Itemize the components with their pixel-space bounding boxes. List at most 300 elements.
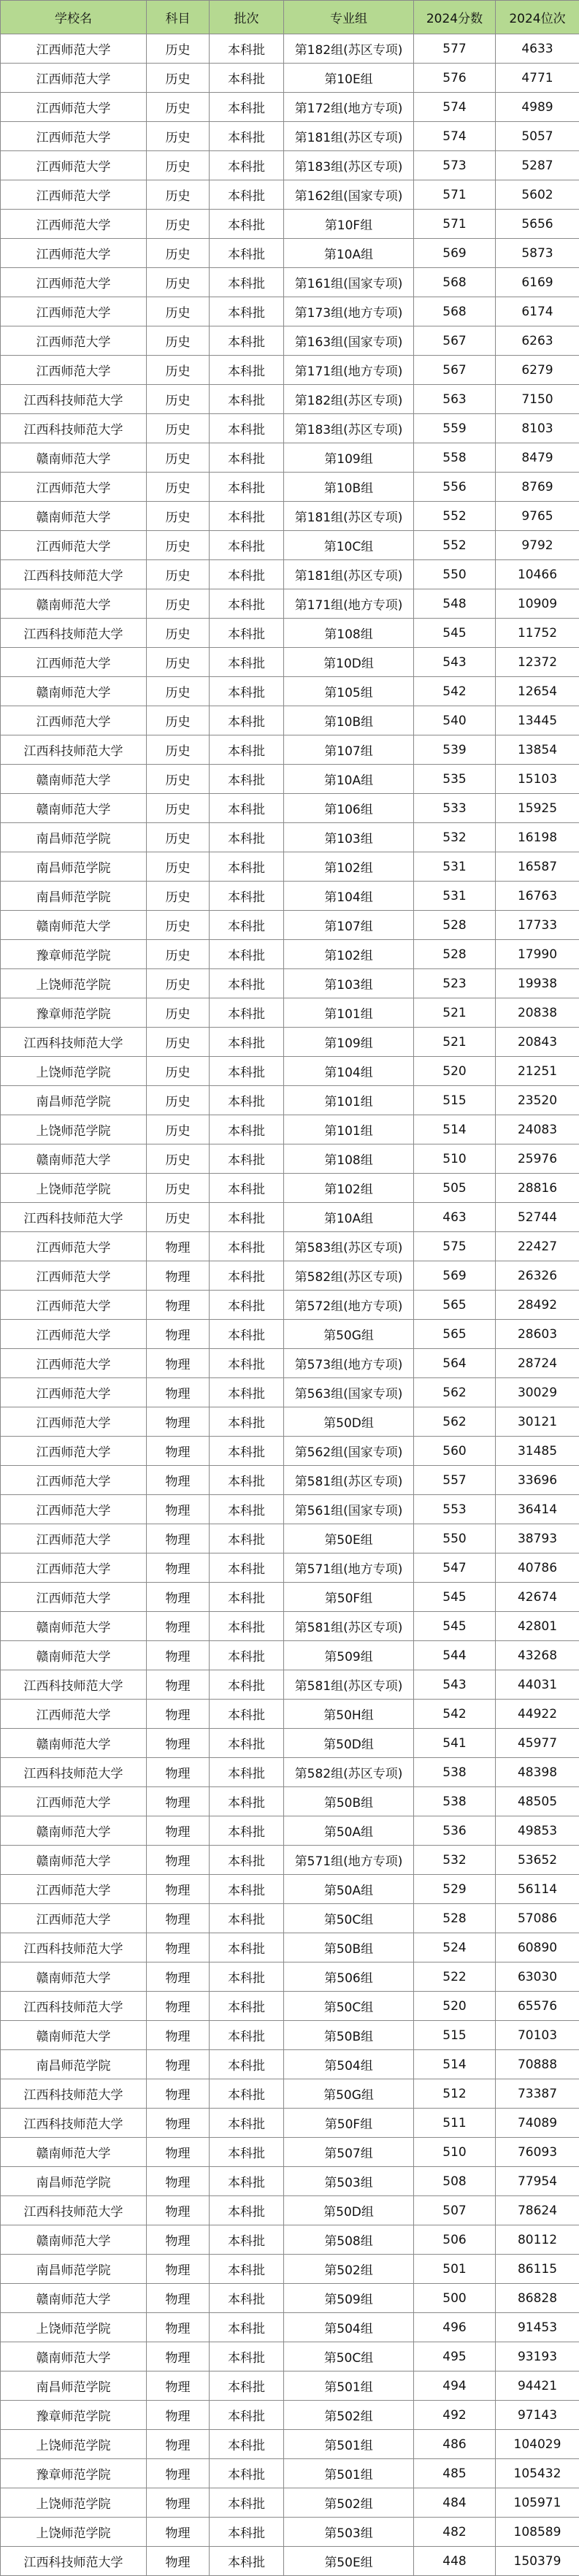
cell-score: 492: [414, 2401, 496, 2430]
table-row: [1, 619, 579, 648]
cell-rank: 44031: [496, 1670, 579, 1700]
cell-score: 529: [414, 1875, 496, 1904]
cell-score: 545: [414, 1612, 496, 1641]
cell-school: 江西科技师范大学: [1, 1203, 147, 1232]
cell-batch: 本科批: [210, 706, 284, 735]
cell-rank: 28816: [496, 1174, 579, 1203]
table-row: [1, 34, 579, 64]
cell-batch: 本科批: [210, 1962, 284, 1992]
cell-rank: 43268: [496, 1641, 579, 1670]
cell-rank: 11752: [496, 619, 579, 648]
cell-subject: 历史: [147, 706, 210, 735]
table-row: [1, 2050, 579, 2079]
table-row: [1, 1232, 579, 1261]
cell-rank: 80112: [496, 2225, 579, 2255]
cell-school: 江西师范大学: [1, 1904, 147, 1933]
cell-score: 520: [414, 1057, 496, 1086]
header-batch: 批次: [210, 1, 284, 34]
cell-subject: 物理: [147, 2518, 210, 2547]
table-row: [1, 414, 579, 443]
cell-school: 南昌师范学院: [1, 2167, 147, 2196]
cell-score: 568: [414, 297, 496, 326]
cell-school: 江西科技师范大学: [1, 1028, 147, 1057]
cell-subject: 物理: [147, 1700, 210, 1729]
cell-rank: 20843: [496, 1028, 579, 1057]
cell-school: 江西师范大学: [1, 1875, 147, 1904]
cell-rank: 4989: [496, 93, 579, 122]
cell-rank: 24083: [496, 1115, 579, 1144]
cell-major-group: 第50A组: [284, 1875, 414, 1904]
cell-score: 577: [414, 34, 496, 64]
cell-batch: 本科批: [210, 1933, 284, 1962]
cell-school: 赣南师范大学: [1, 1144, 147, 1174]
cell-batch: 本科批: [210, 2371, 284, 2401]
table-row: [1, 911, 579, 940]
cell-school: 豫章师范学院: [1, 998, 147, 1028]
cell-major-group: 第104组: [284, 1057, 414, 1086]
cell-batch: 本科批: [210, 1846, 284, 1875]
cell-score: 540: [414, 706, 496, 735]
cell-batch: 本科批: [210, 122, 284, 151]
cell-subject: 历史: [147, 823, 210, 852]
cell-rank: 22427: [496, 1232, 579, 1261]
cell-score: 542: [414, 1700, 496, 1729]
cell-major-group: 第504组: [284, 2313, 414, 2342]
cell-score: 495: [414, 2342, 496, 2371]
table-row: [1, 1992, 579, 2021]
cell-subject: 历史: [147, 940, 210, 969]
cell-subject: 历史: [147, 560, 210, 589]
cell-major-group: 第10B组: [284, 473, 414, 502]
cell-score: 511: [414, 2109, 496, 2138]
cell-major-group: 第108组: [284, 1144, 414, 1174]
cell-batch: 本科批: [210, 2547, 284, 2576]
cell-school: 江西师范大学: [1, 1378, 147, 1407]
cell-rank: 105971: [496, 2488, 579, 2518]
cell-score: 485: [414, 2459, 496, 2488]
cell-batch: 本科批: [210, 2401, 284, 2430]
cell-school: 赣南师范大学: [1, 2021, 147, 2050]
cell-subject: 物理: [147, 2401, 210, 2430]
cell-major-group: 第50C组: [284, 1904, 414, 1933]
cell-score: 521: [414, 998, 496, 1028]
cell-subject: 物理: [147, 1962, 210, 1992]
cell-batch: 本科批: [210, 268, 284, 297]
cell-rank: 86828: [496, 2284, 579, 2313]
cell-school: 江西科技师范大学: [1, 2079, 147, 2109]
cell-school: 江西科技师范大学: [1, 2196, 147, 2225]
cell-school: 南昌师范学院: [1, 823, 147, 852]
table-row: [1, 356, 579, 385]
cell-school: 南昌师范学院: [1, 2255, 147, 2284]
cell-subject: 物理: [147, 1320, 210, 1349]
cell-batch: 本科批: [210, 1349, 284, 1378]
cell-school: 江西师范大学: [1, 34, 147, 64]
cell-score: 528: [414, 1904, 496, 1933]
cell-batch: 本科批: [210, 1203, 284, 1232]
cell-major-group: 第161组(国家专项): [284, 268, 414, 297]
cell-school: 江西科技师范大学: [1, 1933, 147, 1962]
cell-major-group: 第50F组: [284, 1583, 414, 1612]
cell-subject: 物理: [147, 1437, 210, 1466]
cell-major-group: 第173组(地方专项): [284, 297, 414, 326]
cell-subject: 物理: [147, 2430, 210, 2459]
cell-batch: 本科批: [210, 882, 284, 911]
cell-school: 江西师范大学: [1, 531, 147, 560]
table-row: [1, 297, 579, 326]
cell-score: 522: [414, 1962, 496, 1992]
cell-subject: 历史: [147, 180, 210, 210]
cell-subject: 历史: [147, 93, 210, 122]
cell-school: 江西师范大学: [1, 326, 147, 356]
cell-score: 542: [414, 677, 496, 706]
cell-score: 532: [414, 1846, 496, 1875]
cell-school: 江西师范大学: [1, 356, 147, 385]
cell-major-group: 第507组: [284, 2138, 414, 2167]
cell-batch: 本科批: [210, 1174, 284, 1203]
cell-major-group: 第50F组: [284, 2109, 414, 2138]
cell-school: 江西科技师范大学: [1, 1992, 147, 2021]
cell-rank: 44922: [496, 1700, 579, 1729]
cell-school: 赣南师范大学: [1, 1612, 147, 1641]
header-rank-2024: 2024位次: [496, 1, 579, 34]
cell-school: 赣南师范大学: [1, 677, 147, 706]
cell-major-group: 第107组: [284, 911, 414, 940]
cell-rank: 45977: [496, 1729, 579, 1758]
cell-score: 569: [414, 1261, 496, 1291]
table-row: [1, 2167, 579, 2196]
cell-batch: 本科批: [210, 2488, 284, 2518]
cell-rank: 56114: [496, 1875, 579, 1904]
cell-school: 南昌师范学院: [1, 2371, 147, 2401]
table-row: [1, 93, 579, 122]
cell-batch: 本科批: [210, 297, 284, 326]
cell-school: 豫章师范学院: [1, 2459, 147, 2488]
cell-subject: 物理: [147, 2313, 210, 2342]
cell-score: 463: [414, 1203, 496, 1232]
table-row: [1, 2313, 579, 2342]
cell-subject: 历史: [147, 385, 210, 414]
table-row: [1, 1729, 579, 1758]
cell-school: 江西师范大学: [1, 1232, 147, 1261]
cell-rank: 17733: [496, 911, 579, 940]
cell-major-group: 第502组: [284, 2255, 414, 2284]
cell-score: 532: [414, 823, 496, 852]
cell-major-group: 第509组: [284, 1641, 414, 1670]
cell-school: 江西师范大学: [1, 1787, 147, 1816]
cell-school: 上饶师范学院: [1, 1174, 147, 1203]
cell-school: 赣南师范大学: [1, 911, 147, 940]
cell-batch: 本科批: [210, 239, 284, 268]
cell-school: 江西科技师范大学: [1, 560, 147, 589]
cell-score: 552: [414, 502, 496, 531]
cell-rank: 20838: [496, 998, 579, 1028]
cell-rank: 42801: [496, 1612, 579, 1641]
cell-school: 江西师范大学: [1, 1700, 147, 1729]
cell-batch: 本科批: [210, 589, 284, 619]
cell-rank: 7150: [496, 385, 579, 414]
cell-subject: 物理: [147, 2109, 210, 2138]
cell-rank: 19938: [496, 969, 579, 998]
cell-score: 482: [414, 2518, 496, 2547]
cell-score: 544: [414, 1641, 496, 1670]
cell-batch: 本科批: [210, 1057, 284, 1086]
cell-batch: 本科批: [210, 1816, 284, 1846]
cell-rank: 48505: [496, 1787, 579, 1816]
cell-rank: 12654: [496, 677, 579, 706]
cell-subject: 物理: [147, 1846, 210, 1875]
cell-major-group: 第162组(国家专项): [284, 180, 414, 210]
cell-subject: 历史: [147, 34, 210, 64]
cell-rank: 5873: [496, 239, 579, 268]
cell-rank: 86115: [496, 2255, 579, 2284]
cell-batch: 本科批: [210, 531, 284, 560]
cell-score: 547: [414, 1553, 496, 1583]
cell-major-group: 第503组: [284, 2518, 414, 2547]
cell-major-group: 第50D组: [284, 1407, 414, 1437]
cell-batch: 本科批: [210, 2050, 284, 2079]
cell-major-group: 第581组(苏区专项): [284, 1466, 414, 1495]
cell-batch: 本科批: [210, 1291, 284, 1320]
cell-batch: 本科批: [210, 1729, 284, 1758]
cell-major-group: 第108组: [284, 619, 414, 648]
cell-subject: 历史: [147, 852, 210, 882]
table-row: [1, 1174, 579, 1203]
cell-rank: 4771: [496, 64, 579, 93]
cell-score: 567: [414, 326, 496, 356]
cell-school: 上饶师范学院: [1, 1057, 147, 1086]
cell-major-group: 第501组: [284, 2430, 414, 2459]
cell-score: 552: [414, 531, 496, 560]
cell-major-group: 第50D组: [284, 2196, 414, 2225]
cell-batch: 本科批: [210, 2021, 284, 2050]
cell-subject: 物理: [147, 1933, 210, 1962]
cell-score: 541: [414, 1729, 496, 1758]
table-row: [1, 2284, 579, 2313]
cell-score: 520: [414, 1992, 496, 2021]
cell-major-group: 第561组(国家专项): [284, 1495, 414, 1524]
cell-batch: 本科批: [210, 210, 284, 239]
table-row: [1, 1320, 579, 1349]
cell-school: 江西科技师范大学: [1, 1758, 147, 1787]
table-row: [1, 1057, 579, 1086]
cell-major-group: 第104组: [284, 882, 414, 911]
cell-school: 江西科技师范大学: [1, 2109, 147, 2138]
cell-score: 531: [414, 882, 496, 911]
cell-batch: 本科批: [210, 560, 284, 589]
cell-score: 508: [414, 2167, 496, 2196]
cell-batch: 本科批: [210, 648, 284, 677]
cell-rank: 10909: [496, 589, 579, 619]
cell-school: 南昌师范学院: [1, 882, 147, 911]
cell-rank: 8769: [496, 473, 579, 502]
cell-score: 550: [414, 560, 496, 589]
cell-batch: 本科批: [210, 1641, 284, 1670]
cell-major-group: 第182组(苏区专项): [284, 34, 414, 64]
cell-subject: 历史: [147, 1086, 210, 1115]
cell-rank: 31485: [496, 1437, 579, 1466]
cell-rank: 48398: [496, 1758, 579, 1787]
cell-subject: 历史: [147, 326, 210, 356]
cell-rank: 38793: [496, 1524, 579, 1553]
cell-major-group: 第10C组: [284, 531, 414, 560]
table-row: [1, 1670, 579, 1700]
cell-subject: 物理: [147, 1466, 210, 1495]
cell-subject: 物理: [147, 1641, 210, 1670]
cell-subject: 物理: [147, 2021, 210, 2050]
table-row: [1, 560, 579, 589]
cell-rank: 53652: [496, 1846, 579, 1875]
cell-major-group: 第10A组: [284, 1203, 414, 1232]
table-row: [1, 1349, 579, 1378]
cell-school: 赣南师范大学: [1, 1729, 147, 1758]
cell-subject: 历史: [147, 210, 210, 239]
table-row: [1, 1407, 579, 1437]
cell-major-group: 第171组(地方专项): [284, 589, 414, 619]
cell-rank: 10466: [496, 560, 579, 589]
cell-score: 496: [414, 2313, 496, 2342]
cell-rank: 8479: [496, 443, 579, 473]
table-row: [1, 648, 579, 677]
table-row: [1, 1291, 579, 1320]
table-row: [1, 385, 579, 414]
cell-rank: 49853: [496, 1816, 579, 1846]
cell-major-group: 第508组: [284, 2225, 414, 2255]
cell-rank: 28603: [496, 1320, 579, 1349]
cell-rank: 42674: [496, 1583, 579, 1612]
cell-subject: 历史: [147, 1203, 210, 1232]
cell-subject: 物理: [147, 2488, 210, 2518]
cell-rank: 76093: [496, 2138, 579, 2167]
cell-major-group: 第562组(国家专项): [284, 1437, 414, 1466]
cell-rank: 70888: [496, 2050, 579, 2079]
cell-batch: 本科批: [210, 443, 284, 473]
table-row: [1, 2547, 579, 2576]
cell-major-group: 第582组(苏区专项): [284, 1261, 414, 1291]
cell-score: 536: [414, 1816, 496, 1846]
cell-school: 上饶师范学院: [1, 2430, 147, 2459]
cell-major-group: 第181组(苏区专项): [284, 560, 414, 589]
table-row: [1, 1787, 579, 1816]
cell-school: 江西师范大学: [1, 1553, 147, 1583]
cell-score: 524: [414, 1933, 496, 1962]
cell-score: 543: [414, 1670, 496, 1700]
cell-score: 506: [414, 2225, 496, 2255]
cell-score: 563: [414, 385, 496, 414]
cell-batch: 本科批: [210, 2167, 284, 2196]
cell-score: 512: [414, 2079, 496, 2109]
cell-subject: 历史: [147, 589, 210, 619]
cell-score: 574: [414, 93, 496, 122]
cell-major-group: 第50H组: [284, 1700, 414, 1729]
cell-rank: 16763: [496, 882, 579, 911]
cell-major-group: 第503组: [284, 2167, 414, 2196]
cell-rank: 25976: [496, 1144, 579, 1174]
cell-score: 484: [414, 2488, 496, 2518]
cell-batch: 本科批: [210, 2255, 284, 2284]
cell-subject: 历史: [147, 239, 210, 268]
cell-batch: 本科批: [210, 1495, 284, 1524]
cell-rank: 28724: [496, 1349, 579, 1378]
cell-rank: 5287: [496, 151, 579, 180]
cell-school: 江西师范大学: [1, 1437, 147, 1466]
cell-batch: 本科批: [210, 1700, 284, 1729]
table-row: [1, 1816, 579, 1846]
cell-rank: 30029: [496, 1378, 579, 1407]
cell-school: 赣南师范大学: [1, 2138, 147, 2167]
cell-major-group: 第50B组: [284, 1787, 414, 1816]
cell-school: 赣南师范大学: [1, 2284, 147, 2313]
cell-major-group: 第10A组: [284, 765, 414, 794]
cell-school: 南昌师范学院: [1, 1086, 147, 1115]
cell-batch: 本科批: [210, 93, 284, 122]
cell-score: 505: [414, 1174, 496, 1203]
table-row: [1, 1904, 579, 1933]
cell-school: 赣南师范大学: [1, 1816, 147, 1846]
cell-score: 528: [414, 940, 496, 969]
table-row: [1, 2138, 579, 2167]
cell-rank: 73387: [496, 2079, 579, 2109]
cell-major-group: 第106组: [284, 794, 414, 823]
table-row: [1, 122, 579, 151]
table-header: [1, 1, 579, 34]
cell-score: 514: [414, 2050, 496, 2079]
cell-major-group: 第181组(苏区专项): [284, 502, 414, 531]
header-subject: 科目: [147, 1, 210, 34]
cell-major-group: 第10D组: [284, 648, 414, 677]
cell-score: 486: [414, 2430, 496, 2459]
cell-subject: 物理: [147, 1232, 210, 1261]
cell-major-group: 第109组: [284, 443, 414, 473]
cell-rank: 26326: [496, 1261, 579, 1291]
cell-rank: 74089: [496, 2109, 579, 2138]
cell-school: 江西师范大学: [1, 297, 147, 326]
cell-major-group: 第581组(苏区专项): [284, 1670, 414, 1700]
cell-rank: 150379: [496, 2547, 579, 2576]
cell-rank: 70103: [496, 2021, 579, 2050]
cell-subject: 历史: [147, 648, 210, 677]
cell-score: 535: [414, 765, 496, 794]
cell-major-group: 第563组(国家专项): [284, 1378, 414, 1407]
table-row: [1, 823, 579, 852]
cell-subject: 历史: [147, 1174, 210, 1203]
cell-major-group: 第582组(苏区专项): [284, 1758, 414, 1787]
cell-batch: 本科批: [210, 1028, 284, 1057]
cell-rank: 6263: [496, 326, 579, 356]
cell-score: 494: [414, 2371, 496, 2401]
cell-batch: 本科批: [210, 473, 284, 502]
cell-major-group: 第50E组: [284, 2547, 414, 2576]
cell-subject: 物理: [147, 2196, 210, 2225]
table-row: [1, 210, 579, 239]
cell-score: 569: [414, 239, 496, 268]
cell-batch: 本科批: [210, 619, 284, 648]
cell-batch: 本科批: [210, 1086, 284, 1115]
cell-batch: 本科批: [210, 2430, 284, 2459]
cell-school: 江西师范大学: [1, 239, 147, 268]
cell-school: 江西师范大学: [1, 1349, 147, 1378]
cell-subject: 历史: [147, 297, 210, 326]
table-row: [1, 765, 579, 794]
cell-score: 571: [414, 180, 496, 210]
cell-school: 上饶师范学院: [1, 969, 147, 998]
cell-major-group: 第581组(苏区专项): [284, 1612, 414, 1641]
cell-batch: 本科批: [210, 1553, 284, 1583]
cell-subject: 物理: [147, 1378, 210, 1407]
cell-batch: 本科批: [210, 2196, 284, 2225]
cell-batch: 本科批: [210, 765, 284, 794]
cell-score: 550: [414, 1524, 496, 1553]
